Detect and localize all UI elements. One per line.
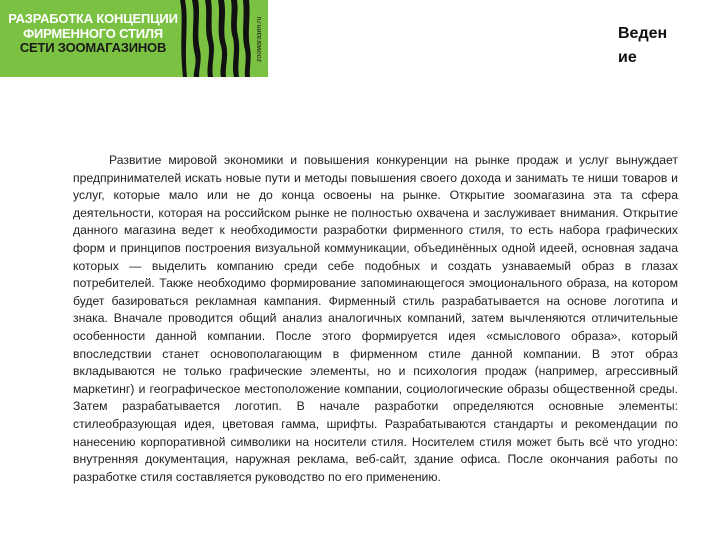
vertical-caption: zooмагазин.ru (256, 16, 263, 62)
header-banner (0, 0, 268, 77)
banner-line-1: РАЗРАБОТКА КОНЦЕПЦИИ (8, 11, 178, 26)
slide-heading (618, 22, 688, 70)
zebra-stripes-graphic (178, 0, 253, 77)
banner-title (8, 12, 178, 56)
banner-line-2: ФИРМЕННОГО СТИЛЯ (23, 25, 163, 41)
heading-line-1: Веден (618, 25, 668, 42)
body-paragraph: Развитие мировой экономики и повышения конкуренции на рынке продаж и услуг вынуждает предпринимателей искать новые пути и методы повышения своего дохода и занимать те ниши товаров и услуг, которые мало или не до конца освоены на рынке. Открытие зоомагазина эта та сфера деятельности, которая на российском рынке не полностью охвачена и заслуживает внимания. Открытие данного магазина ведет к необходимости разработки фирменного стиля, то есть набора графических форм и принципов построения визуальной коммуникации, объединённых одной идеей, основная задача которых — выделить компанию среди себе подобных и создать узнаваемый образ в глазах потребителей. Также необходимо формирование запоминающегося эмоционального образа, на котором будет базироваться рекламная кампания. Фирменный стиль разрабатывается на основе логотипа и знака. Вначале проводится общий анализ аналогичных компаний, затем вычленяются отличительные особенности данной компании. После этого формируется идея «смыслового образа», который впоследствии станет основополагающим в фирменном стиле данной компании. В этот образ вкладываются не только графические элементы, но и психология продаж (например, агрессивный маркетинг) и географическое местоположение компании, социологические образы общественной среды. Затем разрабатывается логотип. В начале разработки определяются основные элементы: стилеобразующая идея, цветовая гамма, шрифты. Разрабатываются стандарты и рекомендации по нанесению корпоративной символики на носители стиля. Носителем стиля может быть всё что угодно: внутренняя документация, наружная реклама, веб-сайт, здание офиса. После окончания работы по разработке стиля составляется руководство по его применению. (73, 153, 678, 484)
heading-line-2: ие (618, 49, 637, 66)
banner-line-3: СЕТИ ЗООМАГАЗИНОВ (19, 40, 167, 55)
